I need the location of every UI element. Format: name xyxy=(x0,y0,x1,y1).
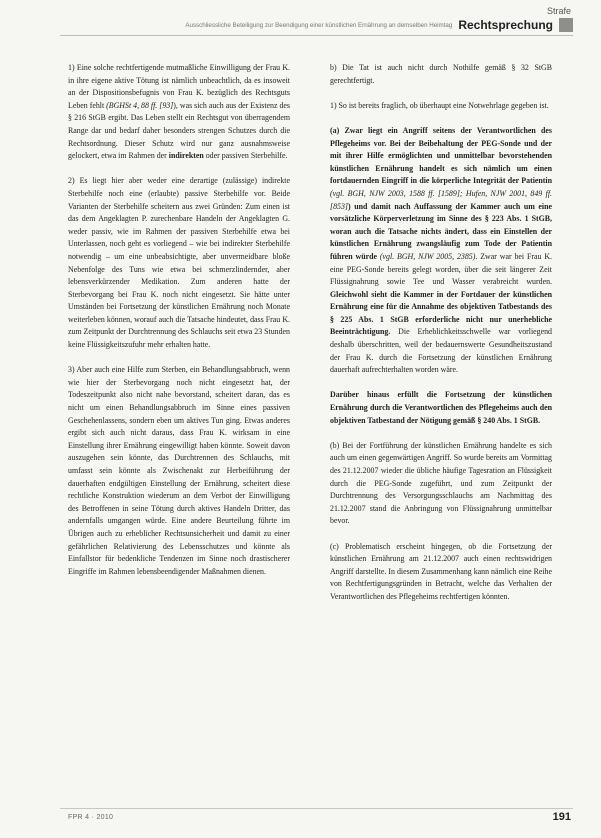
running-header-subtitle: Ausschliessliche Beteiligung zur Beendigung einer künstlichen Ernährung an demselben Heimtag xyxy=(185,21,453,29)
emphasis: ) und damit nach Auffassung der Kammer auch um eine vorsätzliche Körperverletzung im Sinne des § 223 Abs. 1 StGB, woran auch die Tatsache nichts ändert, dass ein Einstellen der künstlichen Ernährung zwangsläufig zum Tode der Patientin führen würde xyxy=(330,201,552,261)
section-label: Strafe xyxy=(546,6,571,16)
paragraph xyxy=(68,62,290,163)
running-header xyxy=(60,17,573,33)
paragraph: (c) Problematisch erscheint hingegen, ob die Fortsetzung der künstlichen Ernährung am 21.12.2007 auch einen rechtswidrigen Angriff darstellte. In diesem Zusammenhang kann nämlich eine Reihe von Rechtfertigungsgründen in Betracht, welche das Verhalten der Verantwortlichen des Pflegeheims rechtfertigen könnten. xyxy=(330,541,552,601)
citation: (BGHSt 4, 88 ff. [93] xyxy=(106,100,174,110)
text-run: oder passiven Sterbehilfe. xyxy=(203,151,288,161)
footer-divider xyxy=(60,808,573,809)
paragraph: 1) So ist bereits fraglich, ob überhaupt eine Notwehrlage gegeben ist. xyxy=(330,100,549,110)
citation: (vgl. BGH, NJW 2003, 1588 ff. [1589]; Hufen, NJW 2001, 849 ff. [853] xyxy=(330,188,552,211)
paragraph: 3) Aber auch eine Hilfe zum Sterben, ein Behandlungsabbruch, wenn wie hier der Sterbevorgang noch nicht eingesetzt hat, der Todeszeitpunkt also nicht nahe bevorstand, scheitert daran, das es nicht um einen Behandlungsabbruch im Sinne eines passiven Geschehenlassens, sondern eben um aktives Tun ging. Etwas anderes ergibt sich auch nicht daraus, dass Frau K. wirksam in eine Einstellung ihrer Ernährung eingewilligt haben könnte. Soweit davon auszugehen sein könnte, das Durchtrennen des Schlauchs, mit umfasst sein könnte als Zwischenakt zur Herbeiführung der dauerhaften endgültigen Einstellung der Ernährung, scheitert diese rechtliche Konstruktion wiederum an dem Verbot der Einwilligung des Betroffenen in seine Tötung durch aktives Handeln Dritter, das andernfalls umgangen würde. Eine andere Beurteilung führte im Übrigen auch zu erheblicher Rechtsunsicherheit und damit zu einer gefährlichen Relativierung des Lebensschutzes und könnte als Einfallstor für bedenkliche Tendenzen im Sinne noch drastischerer Eingriffe im Rahmen lebensbeendigender Maßnahmen dienen. xyxy=(68,365,290,576)
journal-reference: FPR 4 · 2010 xyxy=(68,814,114,821)
page-number: 191 xyxy=(552,811,571,823)
left-column xyxy=(68,62,290,591)
emphasis: Gleichwohl sieht die Kammer in der Fortdauer der künstlichen Ernährung eine für die Annahme des objektiven Tatbestands des § 225 Abs. 1 StGB erforderliche nicht nur unerhebliche Beeinträchtigung. xyxy=(330,289,552,337)
text-run: ), was sich auch aus der Existenz des § 216 StGB ergibt. Das Leben stellt ein Rechtsgut von überragendem Range dar und bedarf daher besonders strengen Schutzes durch die Rechtsordnung. Dieser Schutz wird nur ganz ausnahmsweise gelockert, etwa im Rahmen der xyxy=(68,100,290,161)
paragraph: Darüber hinaus erfüllt die Fortsetzung der künstlichen Ernährung durch die Verantwortlichen des Pflegeheims auch den objektiven Tatbestand der Nötigung gemäß § 240 Abs. 1 StGB. xyxy=(330,390,552,425)
text-run: . Zwar war bei Frau K. eine PEG-Sonde bereits gelegt worden, über die seit längerer Zeit Flüssignahrung sowie Tee und Wasser verabreicht wurden. xyxy=(330,251,552,287)
paragraph: 2) Es liegt hier aber weder eine derartige (zulässige) indirekte Sterbehilfe noch eine (erlaubte) passive Sterbehilfe vor. Beide Varianten der Sterbehilfe scheitern aus zwei Gründen: Zum einen ist das dem Angeklagten P. zurechenbare Handeln der Angeklagten G. weder passiv, wie im Rahmen der passiven Sterbehilfe etwa bei Unterlassen, noch geht es vorliegend – wie bei indirekter Sterbehilfe notwendig – um eine unbeabsichtigte, aber unvermeidbare bloße Nebenfolge des Tuns wie etwa bei schmerzlindernder, aber lebensverkürzender Medikation. Zum anderen hatte der Sterbevorgang bei Frau K. noch nicht eingesetzt. Sie hätte unter Umständen bei Fortsetzung der künstlichen Ernährung noch Monate weiterleben können, worauf auch die Tatsache hindeutet, dass Frau K. zum Zeitpunkt der Durchtrennung des Schlauchs seit etwa 23 Stunden keine Flüssigkeitszufuhr mehr erhalten hatte. xyxy=(68,176,290,350)
running-header-title: Rechtsprechung xyxy=(458,18,553,32)
emphasis: indirekten xyxy=(168,151,204,161)
header-divider xyxy=(60,35,573,36)
text-run: Die Erheblichkeitsschwelle war vorliegend deshalb überschritten, weil der bedauernswerte Gesundheitszustand der Frau K. durch die Fortsetzung der künstlichen Ernährung dauerhaft aufrechterhalten worden wäre. xyxy=(330,327,552,375)
paragraph: b) Die Tat ist auch nicht durch Nothilfe gemäß § 32 StGB gerechtfertigt. xyxy=(330,63,552,85)
emphasis: (a) Zwar liegt ein Angriff seitens der Verantwortlichen des Pflegeheims vor. Bei der Beibehaltung der PEG-Sonde und der mit ihrer Hilfe ermöglichten und unmittelbar bevorstehenden künstlichen Ernährung handelt es sich nämlich um einen fortdauernden Eingriff in die körperliche Integrität der Patientin xyxy=(330,125,552,186)
text-run: 1) Eine solche rechtfertigende mutmaßliche Einwilligung der Frau K. in ihre eigene aktive Tötung ist nämlich unbeachtlich, da es insoweit an der Dispositionsbefugnis von Frau K. bezüglich des Rechtsguts Leben fehlt xyxy=(68,63,290,110)
section-marker-box xyxy=(559,18,573,32)
citation: (vgl. BGH, NJW 2005, 2385) xyxy=(379,251,476,261)
right-column xyxy=(330,62,552,616)
paragraph: (b) Bei der Fortführung der künstlichen Ernährung handelte es sich auch um einen gegenwärtigen Angriff. So wurde bereits am Vormittag des 21.12.2007 wieder die übliche häufige Tagesration an Flüssigkeit durch die PEG-Sonde zugeführt, und zum Zeitpunkt der Durchtrennung des Versorgungsschlauchs am Nachmittag des 21.12.2007 stand die Anbringung von Flüssignahrung unmittelbar bevor. xyxy=(330,440,552,526)
paragraph xyxy=(330,125,552,377)
